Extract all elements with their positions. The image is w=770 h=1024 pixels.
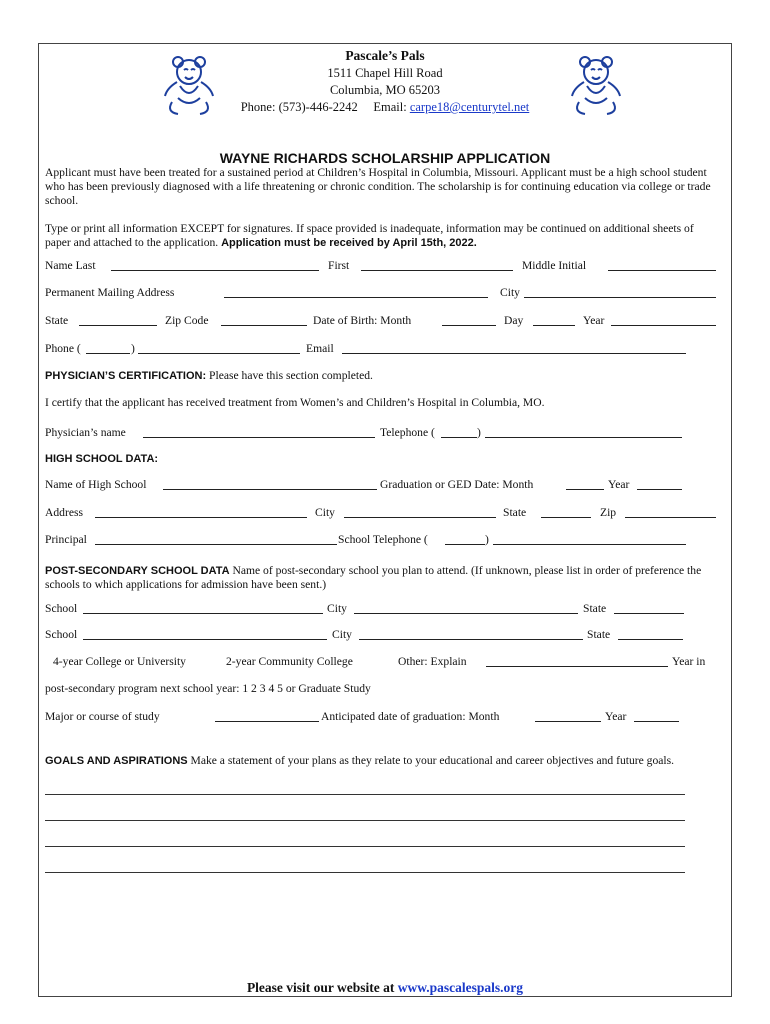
hs-state-label: State [503,506,527,519]
state-field[interactable] [79,325,157,326]
mailing-address-label: Permanent Mailing Address [45,286,175,299]
high-school-name-label: Name of High School [45,478,147,491]
goals-line-4[interactable] [45,872,685,873]
option-other-label[interactable]: Other: Explain [398,655,467,668]
major-row [45,710,721,724]
footer [0,980,770,996]
middle-initial-label: Middle Initial [522,259,587,272]
physician-heading-title: PHYSICIAN’S CERTIFICATION: [45,370,207,382]
dob-day-label: Day [504,314,524,327]
goals-line-2[interactable] [45,820,685,821]
physician-telephone-label: Telephone ( [380,426,435,439]
year-in-label: Year in [672,655,706,668]
dob-month-label: Date of Birth: Month [313,314,412,327]
deadline-text: Application must be received by April 15th, 2022. [221,237,477,249]
email-label: Email: [373,100,410,114]
graduation-month-label: Graduation or GED Date: Month [380,478,534,491]
high-school-address-row [45,506,721,520]
email-field[interactable] [342,353,686,354]
school-1-state-label: State [583,602,607,615]
high-school-name-field[interactable] [163,489,377,490]
name-last-label: Name Last [45,259,96,272]
physician-telephone-close: ) [477,426,481,439]
phone-close: ) [131,342,135,355]
first-name-field[interactable] [361,270,513,271]
hs-city-label: City [315,506,335,519]
goals-heading-title: GOALS AND ASPIRATIONS [45,755,188,767]
school-row-2 [45,628,721,642]
instructions-text: Type or print all information EXCEPT for signatures. If space provided is inadequate, information may be continued on additional sheets of paper and attached to the application. [45,222,694,249]
school-2-city-label: City [332,628,352,641]
phone-label: Phone ( [45,342,81,355]
option-2year[interactable]: 2-year Community College [226,655,353,668]
page-title: WAYNE RICHARDS SCHOLARSHIP APPLICATION [219,150,551,166]
name-row [45,259,721,273]
school-phone-field[interactable] [493,544,686,545]
post-secondary-heading [45,564,721,592]
dob-month-field[interactable] [442,325,496,326]
school-2-label: School [45,628,78,641]
physician-certify-text: I certify that the applicant has received treatment from Women’s and Children’s Hospital in Columbia, MO. [45,396,545,409]
hs-zip-field[interactable] [625,517,716,518]
option-4year[interactable]: 4-year College or University [53,655,186,668]
post-secondary-heading-title: POST-SECONDARY SCHOOL DATA [45,565,230,577]
physician-name-label: Physician’s name [45,426,126,439]
state-dob-row [45,314,721,328]
email-link[interactable]: carpe18@centurytel.net [409,100,530,114]
high-school-row [45,478,721,492]
graduation-month-field[interactable] [566,489,604,490]
goals-heading-note: Make a statement of your plans as they relate to your educational and career objectives and future goals. [187,754,675,767]
post-secondary-heading-note: Name of post-secondary school you plan to attend. (If unknown, please list in order of preference the schools to which applications for admission have been sent.) [45,564,702,591]
school-area-field[interactable] [445,544,485,545]
principal-label: Principal [45,533,87,546]
anticipated-month-field[interactable] [535,721,601,722]
goals-line-3[interactable] [45,846,685,847]
principal-row [45,533,721,547]
state-label: State [45,314,69,327]
zip-code-label: Zip Code [165,314,209,327]
school-2-field[interactable] [83,639,327,640]
principal-field[interactable] [95,544,337,545]
graduation-year-field[interactable] [637,489,682,490]
address-line-1: 1511 Chapel Hill Road [327,66,443,80]
intro-paragraph: Applicant must have been treated for a sustained period at Children’s Hospital in Columbia, Missouri. Applicant must be a high school student who has been previously diagnosed with a life threatening or chronic condition. The scholarship is for continuing education via college or trade school. [45,166,711,207]
last-name-field[interactable] [111,270,319,271]
hs-city-field[interactable] [344,517,496,518]
hs-address-label: Address [45,506,83,519]
address-line-2: Columbia, MO 65203 [329,83,441,97]
program-year-options[interactable]: post-secondary program next school year: 1 2 3 4 5 or Graduate Study [45,682,371,695]
hs-address-field[interactable] [95,517,307,518]
physician-area-field[interactable] [441,437,477,438]
first-name-label: First [328,259,350,272]
dob-year-field[interactable] [611,325,716,326]
anticipated-year-field[interactable] [634,721,679,722]
org-name: Pascale’s Pals [345,48,425,63]
major-label: Major or course of study [45,710,160,723]
phone-label: Phone: (573)-446-2242 [240,100,358,114]
phone-number-field[interactable] [138,353,300,354]
zip-code-field[interactable] [221,325,307,326]
goals-line-1[interactable] [45,794,685,795]
physician-heading-note: Please have this section completed. [206,369,373,382]
contact-line [0,100,770,115]
anticipated-month-label: Anticipated date of graduation: Month [321,710,500,723]
email-label: Email [306,342,334,355]
school-1-city-field[interactable] [354,613,578,614]
school-telephone-close: ) [485,533,489,546]
major-field[interactable] [215,721,319,722]
high-school-heading: HIGH SCHOOL DATA: [45,453,159,465]
hs-state-field[interactable] [541,517,591,518]
school-2-state-label: State [587,628,611,641]
school-row-1 [45,602,721,616]
address-row [45,286,721,300]
hs-zip-label: Zip [600,506,617,519]
instructions-paragraph [45,222,721,250]
mailing-address-field[interactable] [224,297,488,298]
goals-heading [45,754,721,768]
dob-year-label: Year [583,314,605,327]
physician-name-field[interactable] [143,437,375,438]
school-1-city-label: City [327,602,347,615]
footer-visit-text: Please visit our website at [246,980,398,995]
other-explain-field[interactable] [486,666,668,667]
physician-row [45,426,721,440]
city-label: City [500,286,520,299]
physician-phone-field[interactable] [485,437,682,438]
physician-heading [45,369,721,383]
dob-day-field[interactable] [533,325,575,326]
school-telephone-label: School Telephone ( [338,533,428,546]
website-link[interactable]: www.pascalespals.org [397,980,524,995]
school-1-state-field[interactable] [614,613,684,614]
phone-email-row [45,342,721,356]
school-2-city-field[interactable] [359,639,583,640]
college-type-row [45,655,721,669]
city-field[interactable] [524,297,716,298]
school-2-state-field[interactable] [618,639,683,640]
middle-initial-field[interactable] [608,270,716,271]
school-1-label: School [45,602,78,615]
school-1-field[interactable] [83,613,323,614]
anticipated-year-label: Year [605,710,627,723]
program-year-row [45,682,721,696]
phone-area-field[interactable] [86,353,130,354]
graduation-year-label: Year [608,478,630,491]
